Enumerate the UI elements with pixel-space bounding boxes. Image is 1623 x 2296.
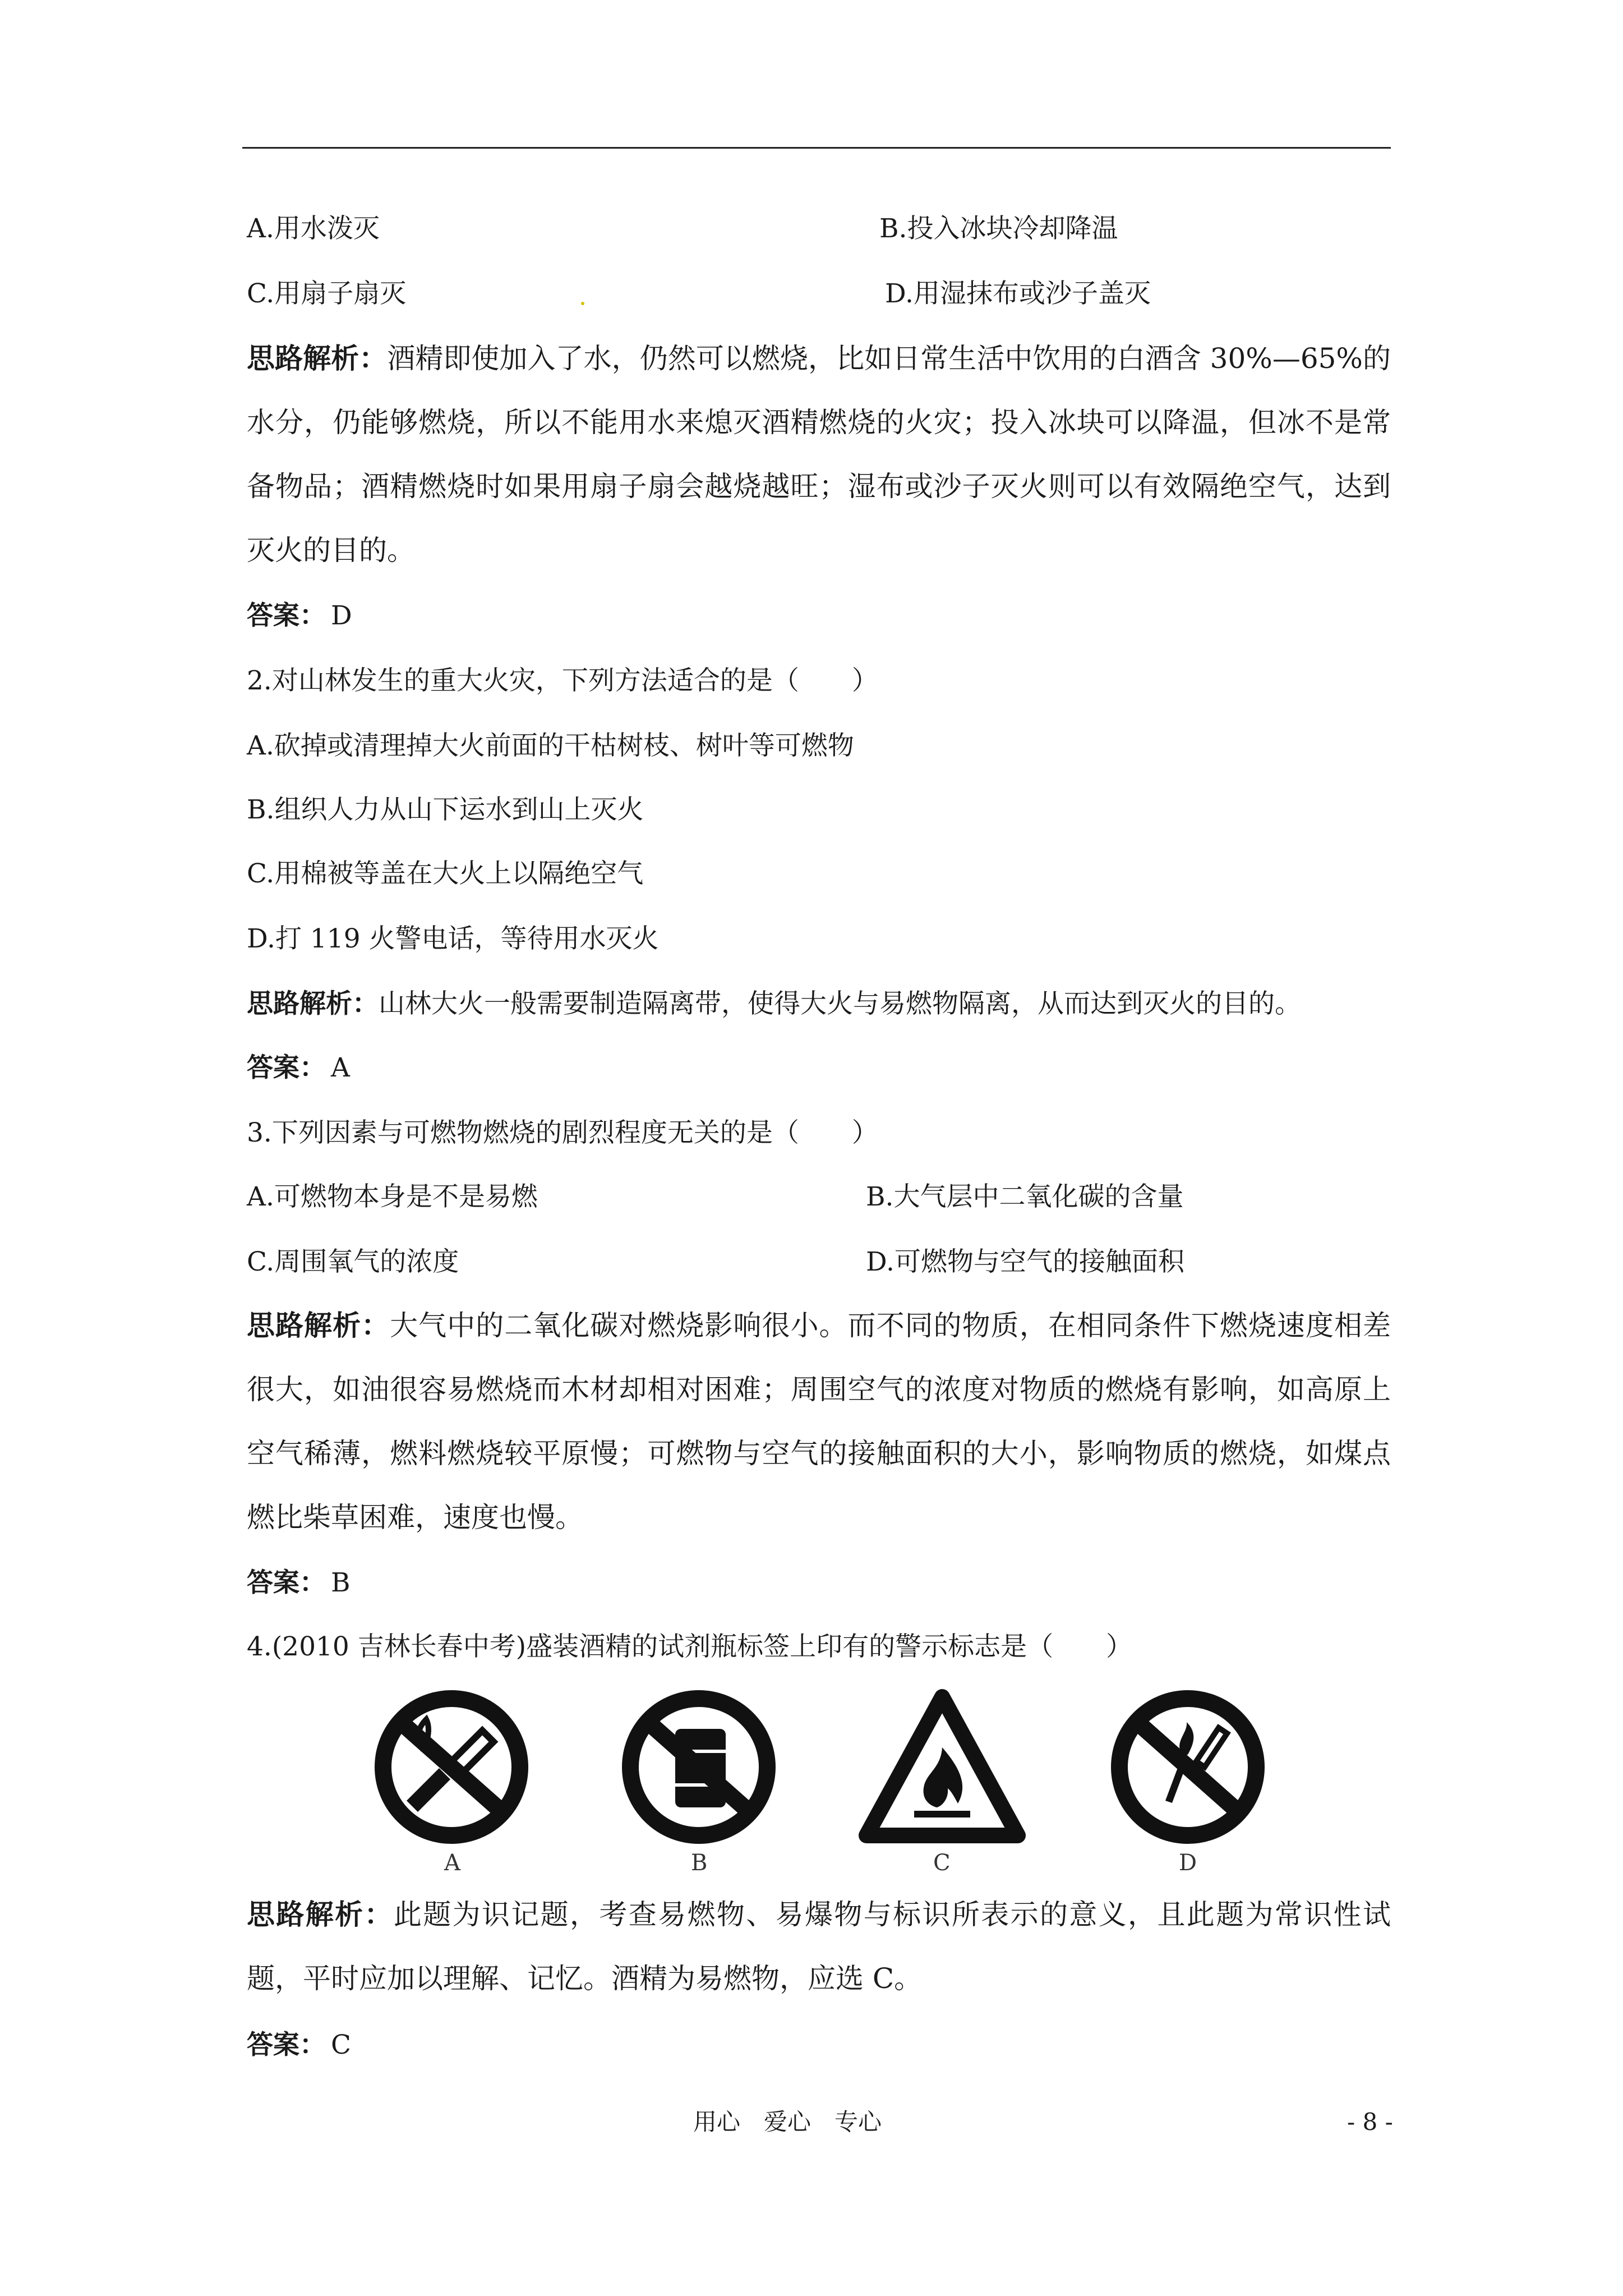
q1-option-c: C.用扇子扇灭 <box>247 278 407 309</box>
q1-option-d: D.用湿抹布或沙子盖灭 <box>885 278 1151 309</box>
q3-answer: B <box>331 1567 351 1598</box>
analysis-text: 此题为识记题，考查易燃物、易爆物与标识所表示的意义，且此题为常识性试题，平时应加以理解、记忆。酒精为易燃物，应选 C。 <box>247 1898 1391 1995</box>
q2-analysis <box>247 987 1301 1021</box>
q1-answer: D <box>331 600 352 631</box>
analysis-label: 思路解析： <box>247 342 388 375</box>
analysis-text: 大气中的二氧化碳对燃烧影响很小。而不同的物质，在相同条件下燃烧速度相差很大，如油很容易燃烧而木材却相对困难；周围空气的浓度对物质的燃烧有影响，如高原上空气稀薄，燃料燃烧较平原慢；可燃物与空气的接触面积的大小，影响物质的燃烧，如煤点燃比柴草困难，速度也慢。 <box>247 1309 1391 1534</box>
no-smoking-icon <box>367 1688 536 1846</box>
no-drum-icon <box>615 1688 783 1846</box>
analysis-label: 思路解析： <box>247 1309 390 1342</box>
q3-stem: 3.下列因素与可燃物燃烧的剧烈程度无关的是（ ） <box>247 1117 878 1148</box>
q2-option-a: A.砍掉或清理掉大火前面的干枯树枝、树叶等可燃物 <box>247 730 854 761</box>
q4-analysis <box>247 1883 1391 2010</box>
analysis-text: 酒精即使加入了水，仍然可以燃烧，比如日常生活中饮用的白酒含 30%—65%的水分，仍能够燃烧，所以不能用水来熄灭酒精燃烧的火灾；投入冰块可以降温，但冰不是常备物品；酒精燃烧时如果用扇子扇会越烧越旺；湿布或沙子灭火则可以有效隔绝空气，达到灭火的目的。 <box>247 342 1391 567</box>
analysis-label: 思路解析： <box>247 988 379 1019</box>
q1-analysis <box>247 326 1391 582</box>
q2-answer-label: 答案： <box>247 1052 326 1083</box>
flammable-warning-icon <box>858 1688 1026 1846</box>
q2-stem: 2.对山林发生的重大火灾，下列方法适合的是（ ） <box>247 665 878 696</box>
q1-answer-label: 答案： <box>247 600 326 631</box>
page-number: - 8 - <box>1347 2108 1393 2136</box>
no-open-flame-icon <box>1104 1688 1272 1846</box>
q4-answer-label: 答案： <box>247 2030 326 2060</box>
q2-option-c: C.用棉被等盖在大火上以隔绝空气 <box>247 858 644 889</box>
q2-option-b: B.组织人力从山下运水到山上灭火 <box>247 794 644 825</box>
sign-label-d: D <box>1179 1850 1197 1876</box>
header-rule <box>242 147 1391 149</box>
q2-answer: A <box>331 1052 350 1083</box>
q4-stem: 4.(2010 吉林长春中考)盛装酒精的试剂瓶标签上印有的警示标志是（ ） <box>247 1631 1133 1662</box>
q4-answer: C <box>331 2030 351 2060</box>
q3-option-a: A.可燃物本身是不是易燃 <box>247 1181 538 1212</box>
q3-option-c: C.周围氧气的浓度 <box>247 1246 459 1277</box>
sign-label-c: C <box>933 1850 951 1876</box>
analysis-text: 山林大火一般需要制造隔离带，使得大火与易燃物隔离，从而达到灭火的目的。 <box>379 988 1301 1019</box>
q3-option-b: B.大气层中二氧化碳的含量 <box>866 1181 1184 1212</box>
q1-option-a: A.用水泼灭 <box>247 213 380 244</box>
analysis-label: 思路解析： <box>247 1898 394 1931</box>
sign-label-b: B <box>691 1850 708 1876</box>
q3-option-d: D.可燃物与空气的接触面积 <box>866 1246 1184 1277</box>
q1-option-b: B.投入冰块冷却降温 <box>879 213 1118 244</box>
q2-option-d: D.打 119 火警电话，等待用水灭火 <box>247 923 659 954</box>
stray-dot <box>581 302 584 305</box>
q3-analysis <box>247 1294 1391 1549</box>
footer-motto: 用心 爱心 专心 <box>693 2108 882 2136</box>
q3-answer-label: 答案： <box>247 1567 326 1598</box>
sign-label-a: A <box>444 1850 460 1876</box>
